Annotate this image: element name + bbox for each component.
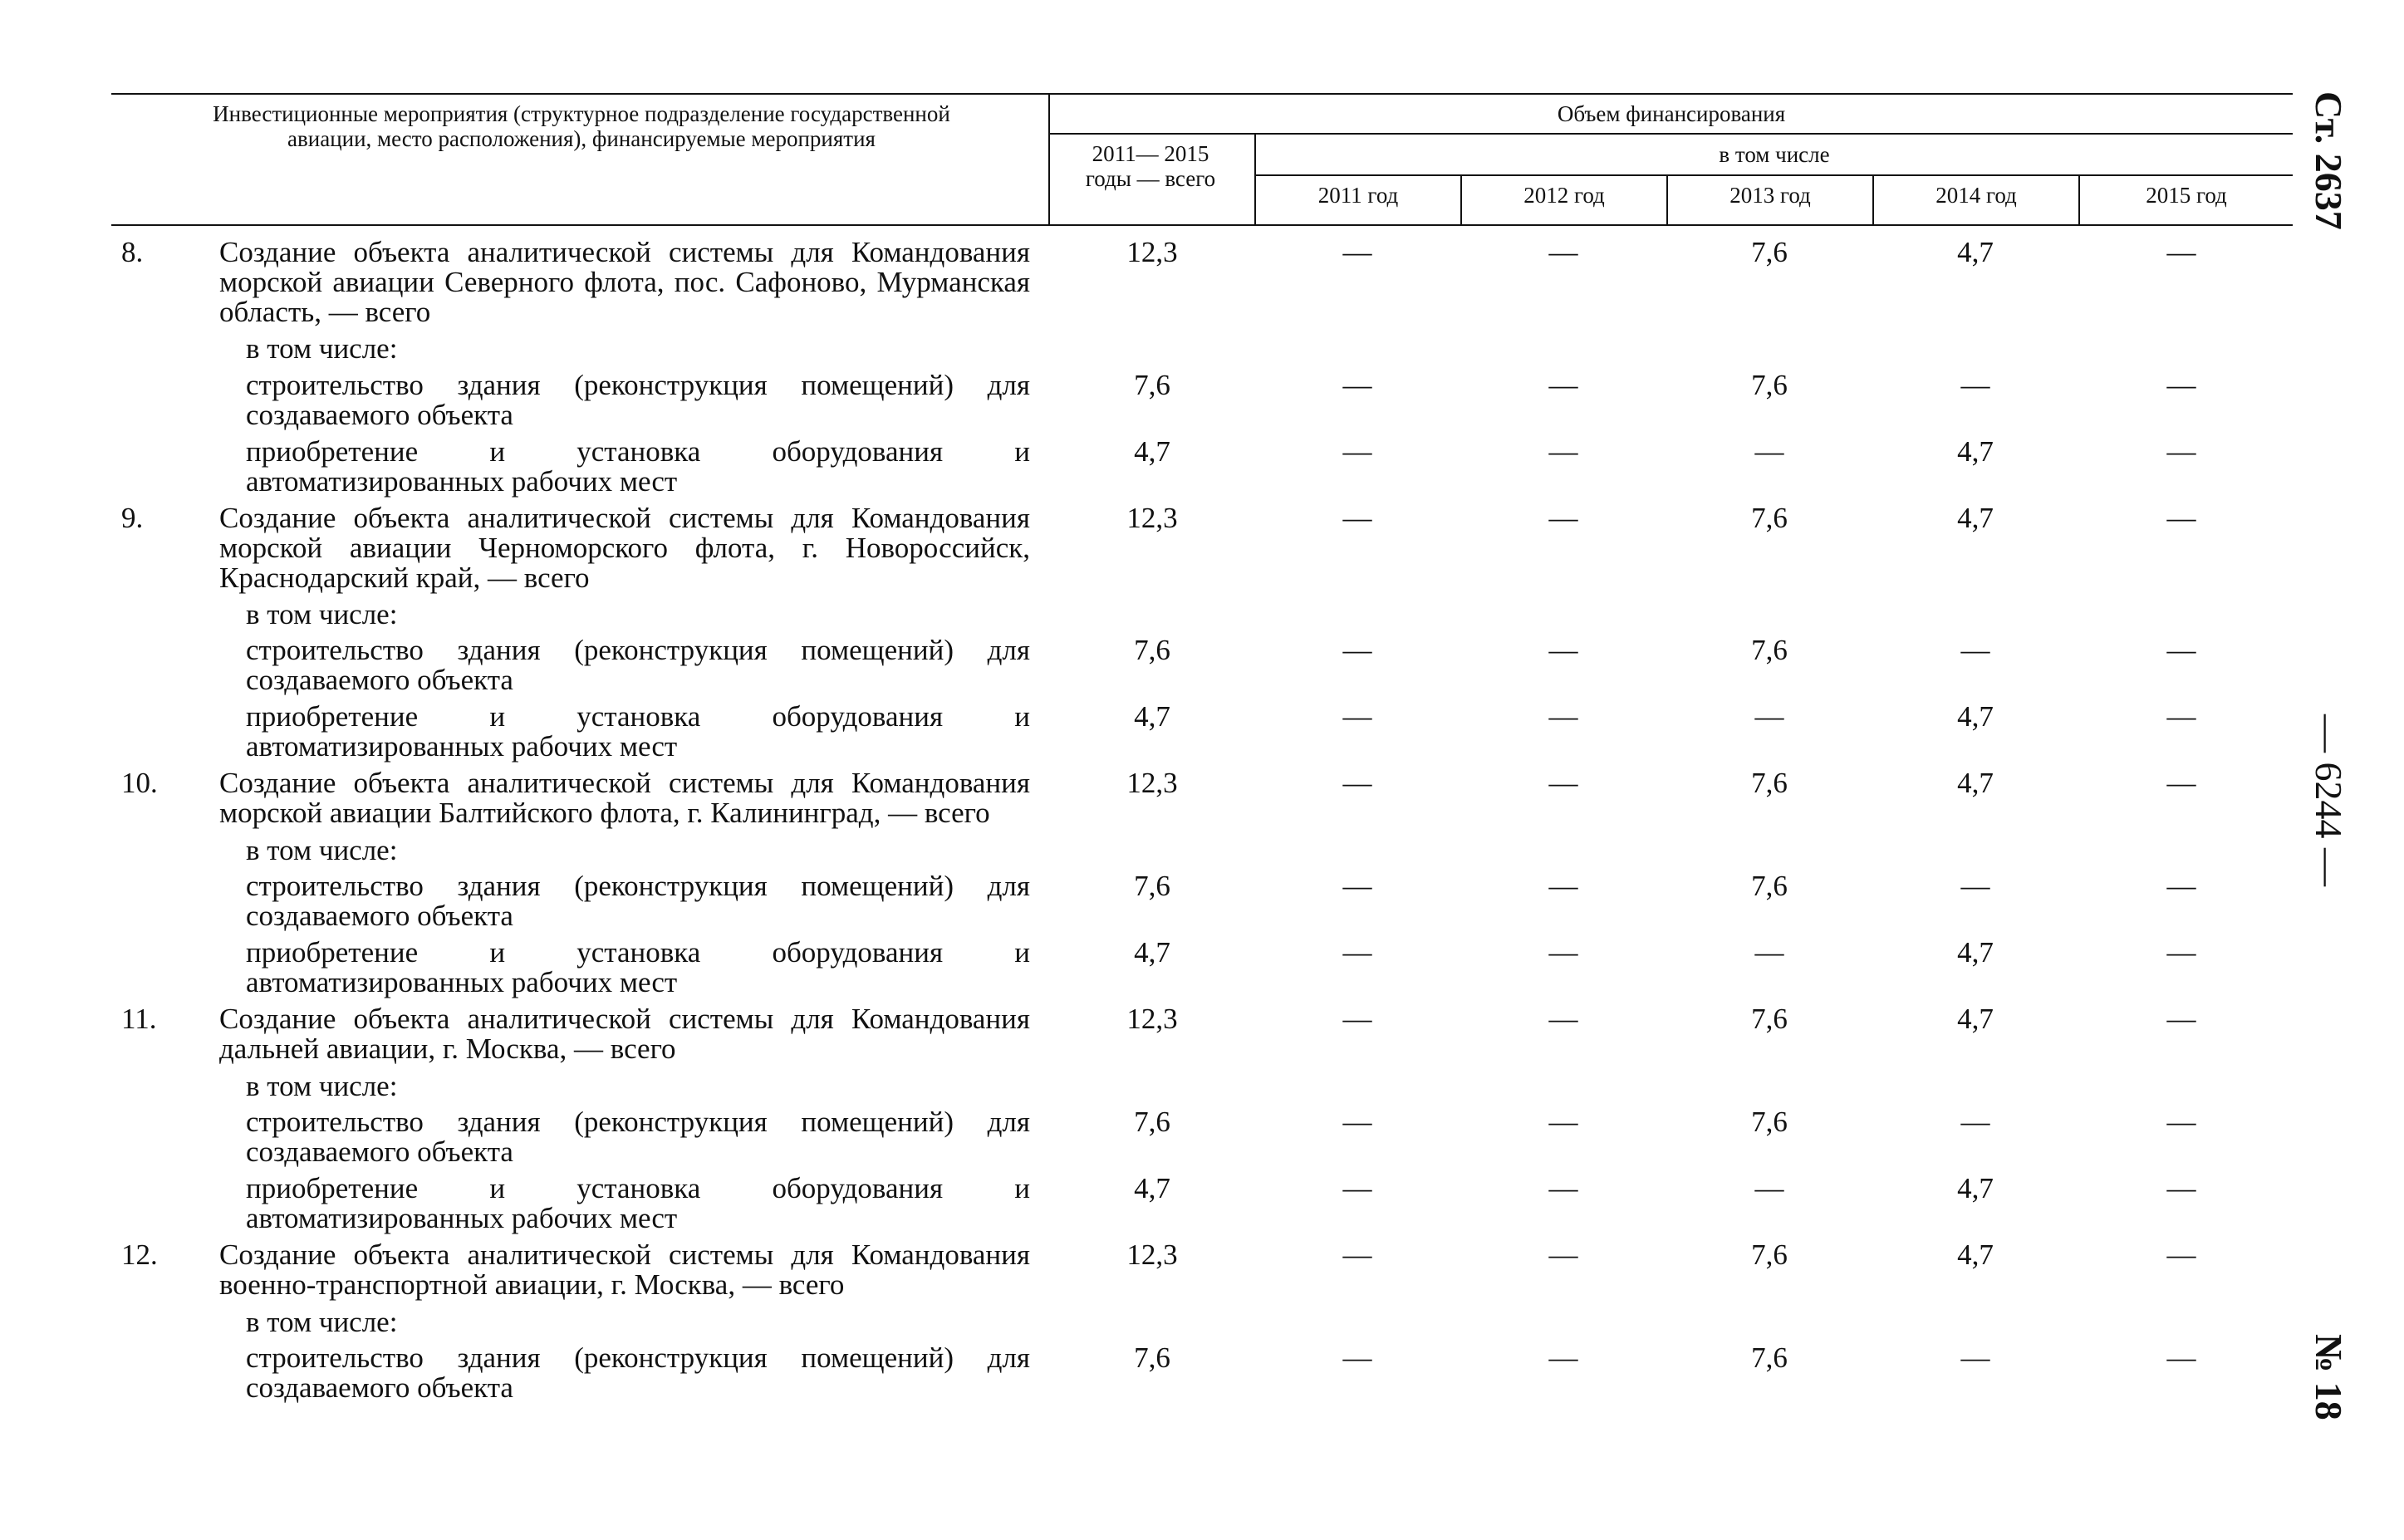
row-title: Создание объекта аналитической системы для Командования морской авиации Северного флота, пос. Сафоново, Мурманская область, — всего [219,236,1030,328]
sub-item: приобретение и установка оборудования и автоматизированных рабочих мест [246,700,1030,763]
header-col-total: 2011— 2015 годы — всего [1085,141,1216,191]
value-2014: 4,7 [1957,236,1994,268]
value-total: 12,3 [1126,236,1178,268]
header-col-funding: Объем финансирования [1557,101,1786,126]
value-2015: — [2166,767,2196,799]
row-title: Создание объекта аналитической системы для Командования морской авиации Черноморского флота, г. Новороссийск, Краснодарский край, — всего [219,502,1030,594]
value-2014: 4,7 [1957,502,1994,534]
value-2013: 7,6 [1751,502,1788,534]
value-2011: — [1342,1238,1372,1271]
row-number: 9. [121,502,144,534]
value-2014: — [1960,870,1990,902]
sub-item: строительство здания (реконструкция помещений) для создаваемого объекта [246,369,1030,431]
sub-item: приобретение и установка оборудования и автоматизированных рабочих мест [246,435,1030,498]
including-label: в том числе: [246,834,398,866]
value-2014: — [1960,634,1990,666]
value-total: 4,7 [1134,936,1170,969]
value-2013: 7,6 [1751,1238,1788,1271]
value-2011: — [1342,1172,1372,1204]
value-2014: 4,7 [1957,1238,1994,1271]
value-total: 7,6 [1134,634,1170,666]
value-2012: — [1548,1172,1578,1204]
value-2012: — [1548,767,1578,799]
header-year-2012: 2012 год [1523,183,1605,208]
value-total: 12,3 [1126,502,1178,534]
value-2013: 7,6 [1751,369,1788,401]
value-2013: — [1754,936,1784,969]
including-label: в том числе: [246,598,398,630]
value-2013: — [1754,435,1784,468]
sub-item: приобретение и установка оборудования и автоматизированных рабочих мест [246,1172,1030,1234]
value-2015: — [2166,1106,2196,1138]
value-2012: — [1548,236,1578,268]
header-top-rule [111,93,2293,95]
value-2014: — [1960,1341,1990,1374]
value-2011: — [1342,1341,1372,1374]
value-2014: 4,7 [1957,435,1994,468]
value-2015: — [2166,236,2196,268]
value-total: 12,3 [1126,767,1178,799]
issue-number: № 18 [2308,1334,2350,1420]
value-2014: 4,7 [1957,767,1994,799]
header-rule-including [1254,174,2293,176]
sub-item: строительство здания (реконструкция помещений) для создаваемого объекта [246,1341,1030,1404]
value-2012: — [1548,1341,1578,1374]
value-2015: — [2166,502,2196,534]
sub-item: строительство здания (реконструкция помещений) для создаваемого объекта [246,1106,1030,1168]
header-year-2015: 2015 год [2146,183,2227,208]
including-label: в том числе: [246,1070,398,1102]
header-year-2013: 2013 год [1729,183,1811,208]
value-2012: — [1548,870,1578,902]
header-year-2011: 2011 год [1317,183,1399,208]
including-label: в том числе: [246,332,398,365]
value-2011: — [1342,502,1372,534]
value-2011: — [1342,767,1372,799]
value-2013: 7,6 [1751,634,1788,666]
value-2011: — [1342,1003,1372,1035]
value-2011: — [1342,236,1372,268]
row-number: 12. [121,1238,158,1271]
header-rule-funding [1048,133,2293,135]
value-2015: — [2166,634,2196,666]
value-2014: — [1960,369,1990,401]
value-2012: — [1548,435,1578,468]
header-bottom-rule [111,224,2293,226]
value-total: 7,6 [1134,1341,1170,1374]
value-2012: — [1548,936,1578,969]
value-2015: — [2166,1172,2196,1204]
value-2015: — [2166,936,2196,969]
value-total: 7,6 [1134,1106,1170,1138]
value-2014: — [1960,1106,1990,1138]
value-2013: 7,6 [1751,1341,1788,1374]
value-total: 4,7 [1134,435,1170,468]
value-2013: 7,6 [1751,1003,1788,1035]
value-2012: — [1548,502,1578,534]
value-2014: 4,7 [1957,700,1994,733]
value-2012: — [1548,1238,1578,1271]
value-2015: — [2166,369,2196,401]
value-2015: — [2166,435,2196,468]
header-year-2014: 2014 год [1935,183,2017,208]
value-2014: 4,7 [1957,1172,1994,1204]
header-col-including: в том числе [1719,142,1830,167]
value-2012: — [1548,700,1578,733]
value-2011: — [1342,1106,1372,1138]
value-2011: — [1342,936,1372,969]
value-2015: — [2166,1238,2196,1271]
value-2015: — [2166,700,2196,733]
row-title: Создание объекта аналитической системы для Командования военно-транспортной авиации, г. Москва, — всего [219,1238,1030,1301]
value-total: 4,7 [1134,1172,1170,1204]
value-2011: — [1342,369,1372,401]
sub-item: строительство здания (реконструкция помещений) для создаваемого объекта [246,634,1030,696]
value-2013: 7,6 [1751,236,1788,268]
value-2014: 4,7 [1957,936,1994,969]
value-2011: — [1342,700,1372,733]
value-2012: — [1548,1003,1578,1035]
sub-item: строительство здания (реконструкция помещений) для создаваемого объекта [246,870,1030,932]
value-total: 7,6 [1134,870,1170,902]
value-2013: — [1754,700,1784,733]
value-2011: — [1342,634,1372,666]
value-2015: — [2166,1003,2196,1035]
value-2012: — [1548,634,1578,666]
value-2014: 4,7 [1957,1003,1994,1035]
including-label: в том числе: [246,1306,398,1338]
value-total: 12,3 [1126,1238,1178,1271]
value-2012: — [1548,1106,1578,1138]
value-total: 7,6 [1134,369,1170,401]
value-2011: — [1342,870,1372,902]
sub-item: приобретение и установка оборудования и автоматизированных рабочих мест [246,936,1030,998]
value-2015: — [2166,1341,2196,1374]
value-total: 4,7 [1134,700,1170,733]
article-number: Ст. 2637 [2308,91,2350,230]
value-2013: — [1754,1172,1784,1204]
row-title: Создание объекта аналитической системы для Командования дальней авиации, г. Москва, — всего [219,1003,1030,1065]
value-2013: 7,6 [1751,870,1788,902]
row-number: 8. [121,236,144,268]
value-2013: 7,6 [1751,767,1788,799]
value-total: 12,3 [1126,1003,1178,1035]
row-title: Создание объекта аналитической системы для Командования морской авиации Балтийского флота, г. Калининград, — всего [219,767,1030,829]
value-2012: — [1548,369,1578,401]
header-col-description: Инвестиционные мероприятия (структурное подразделение государственной авиации, место расположения), финансируемые мероприятия [213,101,950,151]
value-2015: — [2166,870,2196,902]
value-2013: 7,6 [1751,1106,1788,1138]
row-number: 11. [121,1003,157,1035]
page-number: — 6244 — [2308,714,2350,886]
value-2011: — [1342,435,1372,468]
row-number: 10. [121,767,158,799]
